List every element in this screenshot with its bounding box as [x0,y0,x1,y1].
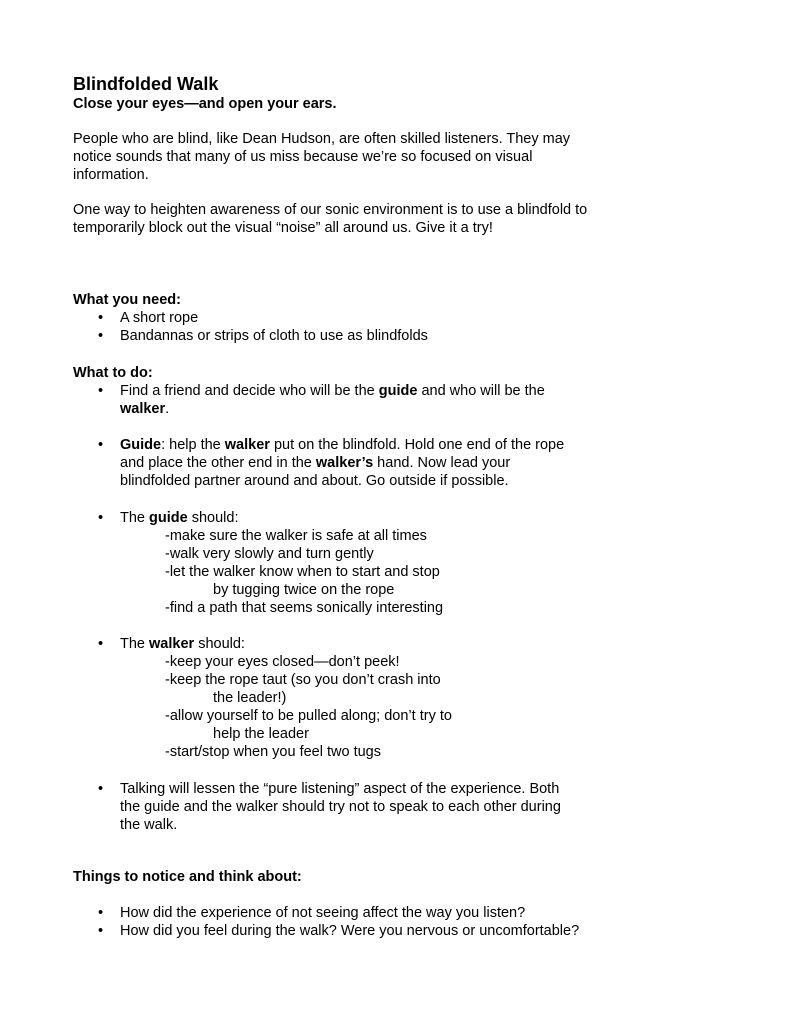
guide-instruction: -walk very slowly and turn gently [165,546,374,562]
todo-item-text: Find a friend and decide who will be the guide and who will be the walker. [120,383,545,417]
guide-instruction: -make sure the walker is safe at all times [165,528,427,544]
walker-instruction: -keep your eyes closed—don’t peek! [165,654,400,670]
notice-item [98,922,618,940]
bullet-icon: • [98,310,104,326]
walker-instruction: -allow yourself to be pulled along; don’t try to [165,708,452,724]
what-you-need-heading: What you need: [73,292,181,308]
need-item-text: A short rope [120,310,199,326]
guide-instruction: -find a path that seems sonically interesting [165,600,444,616]
bullet-icon: • [98,923,104,939]
todo-item-text: Guide: help the walker put on the blindfold. Hold one end of the rope and place the other end in the walker’s hand. Now lead your blindfolded partner around and about. Go outside if possible. [120,437,565,489]
bullet-icon: • [98,328,104,344]
bullet-icon: • [98,781,104,797]
document-title: Blindfolded Walk [73,74,219,94]
guide-instruction-continued: by tugging twice on the rope [213,582,395,598]
notice-item [98,904,618,922]
walker-instruction: -keep the rope taut (so you don’t crash into [165,672,441,688]
todo-item [98,382,568,418]
bullet-icon: • [98,905,104,921]
guide-instruction: -let the walker know when to start and stop [165,564,440,580]
walker-instruction-continued: the leader!) [213,690,287,706]
bullet-icon: • [98,437,104,453]
todo-item-text: The walker should: [120,636,245,652]
need-item [98,309,618,327]
document-subtitle: Close your eyes—and open your ears. [73,96,337,112]
todo-item-text: Talking will lessen the “pure listening” aspect of the experience. Both the guide and the walker should try not to speak to each other during the walk. [120,781,561,833]
walker-instruction: -start/stop when you feel two tugs [165,744,381,760]
need-item [98,327,618,345]
todo-item-text: The guide should: [120,510,239,526]
notice-item-text: How did you feel during the walk? Were you nervous or uncomfortable? [120,923,580,939]
need-item-text: Bandannas or strips of cloth to use as blindfolds [120,328,428,344]
things-to-notice-heading: Things to notice and think about: [73,869,302,885]
what-to-do-heading: What to do: [73,365,153,381]
todo-item [98,436,578,490]
todo-item [98,780,568,834]
bullet-icon: • [98,383,104,399]
intro-paragraph-1: People who are blind, like Dean Hudson, are often skilled listeners. They may notice sounds that many of us miss because we’re so focused on visual information. [73,131,571,183]
walker-instruction-continued: help the leader [213,726,309,742]
intro-paragraph-2: One way to heighten awareness of our sonic environment is to use a blindfold to temporarily block out the visual “noise” all around us. Give it a try! [73,202,588,236]
bullet-icon: • [98,510,104,526]
todo-item [98,635,618,653]
todo-item [98,509,618,527]
notice-item-text: How did the experience of not seeing affect the way you listen? [120,905,526,921]
bullet-icon: • [98,636,104,652]
